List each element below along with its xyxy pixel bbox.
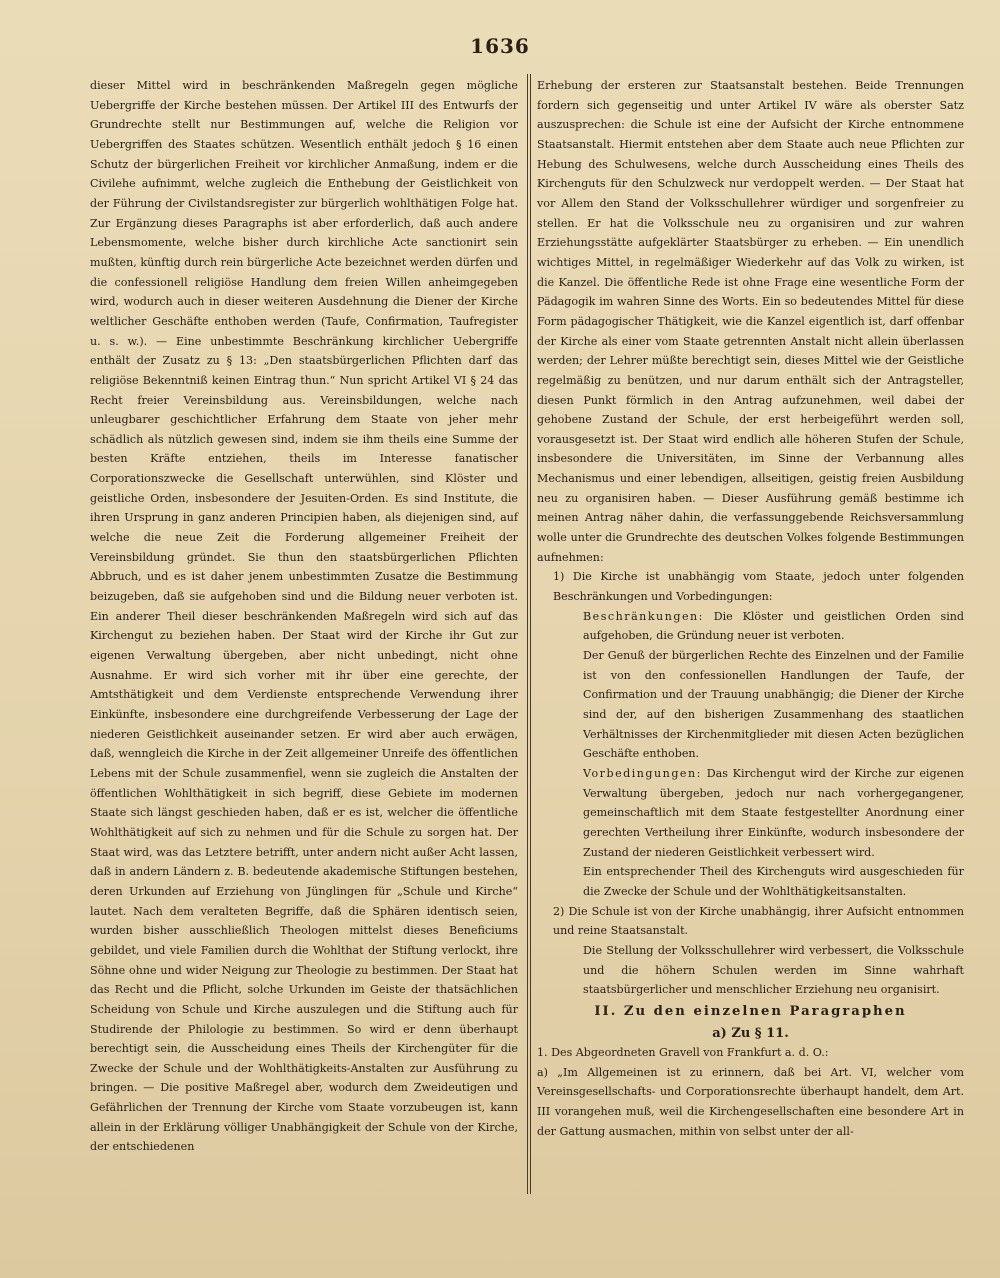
preconditions-block: [537, 764, 964, 862]
preconditions-label: Vorbedingungen:: [583, 766, 702, 780]
restrictions-text-2: Der Genuß der bürgerlichen Rechte des Einzelnen und der Familie ist von den confessionellen Handlungen der Taufe, der Confirmation und der Trauung unabhängig; die Diener der Kirche sind der, auf den bisherigen Zusammenhang des staatlichen Verhältnisses der Kirchenmitglieder mit diesen Acten bezüglichen Geschäfte enthoben.: [583, 649, 964, 761]
deputy-line: 1. Des Abgeordneten Gravell von Frankfurt a. d. O.:: [537, 1046, 829, 1060]
preconditions-text-2: Ein entsprechender Theil des Kirchenguts wird ausgeschieden für die Zwecke der Schule und der Wohlthätigkeitsanstalten.: [583, 865, 964, 898]
item-2: 2) Die Schule ist von der Kirche unabhängig, ihrer Aufsicht entnommen und reine Staatsanstalt.: [553, 904, 964, 938]
restrictions-text: Die Klöster und geistlichen Orden sind aufgehoben, die Gründung neuer ist verboten.: [583, 609, 964, 643]
left-column: [90, 76, 518, 1157]
column-divider: [527, 74, 531, 1194]
right-column: [537, 76, 964, 1141]
left-column-text: dieser Mittel wird in beschränkenden Maßregeln gegen mögliche Uebergriffe der Kirche bestehen müssen. Der Artikel III des Entwurfs der Grundrechte stellt nur Bestimmungen auf, welche die Religion vor Uebergriffen des Staates schützen. Wesentlich enthält jedoch § 16 einen Schutz der bürgerlichen Freiheit vor kirchlicher Anmaßung, indem er die Civilehe aufnimmt, welche zugleich die Enthebung der Geistlichkeit von der Führung der Civilstandsregister zur bürgerlich wohlthätigen Folge hat. Zur Ergänzung dieses Paragraphs ist aber erforderlich, daß auch andere Lebensmomente, welche bisher durch kirchliche Acte sanctionirt sein mußten, künftig durch rein bürgerliche Acte bezeichnet werden dürfen und die confessionell religiöse Handlung dem freien Willen anheimgegeben wird, wodurch auch in dieser weiteren Ausdehnung die Diener der Kirche weltlicher Geschäfte enthoben werden (Taufe, Confirmation, Taufregister u. s. w.). — Eine unbestimmte Beschränkung kirchlicher Uebergriffe enthält der Zusatz zu § 13: „Den staatsbürgerlichen Pflichten darf das religiöse Bekenntniß keinen Eintrag thun.“ Nun spricht Artikel VI § 24 das Recht freier Vereinsbildung aus. Vereinsbildungen, welche nach unleugbarer geschichtlicher Erfahrung dem Staate von jeher mehr schädlich als nützlich gewesen sind, indem sie ihm theils eine Summe der besten Kräfte entziehen, theils im Interesse fanatischer Corporationszwecke die Gesellschaft unterwühlen, sind Klöster und geistliche Orden, insbesondere der Jesuiten-Orden. Es sind Institute, die ihren Ursprung in ganz anderen Principien haben, als diejenigen sind, auf welche die neue Zeit die Forderung allgemeiner Freiheit der Vereinsbildung gründet. Sie thun den staatsbürgerlichen Pflichten Abbruch, und es ist daher jenem unbestimmten Zusatze die Bestimmung beizugeben, daß sie aufgehoben sind und die Bildung neuer verboten ist. Ein anderer Theil dieser beschränkenden Maßregeln wird sich auf das Kirchengut zu beziehen haben. Der Staat wird der Kirche ihr Gut zur eigenen Verwaltung übergeben, aber nicht unbedingt, nicht ohne Ausnahme. Er wird sich vorher mit ihr über eine gerechte, der Amtsthätigkeit und dem Verdienste entsprechende Verwendung ihrer Einkünfte, insbesondere eine durchgreifende Verbesserung der Lage der niederen Geistlichkeit auseinander setzen. Er wird aber auch erwägen, daß, wenngleich die Kirche in der Zeit allgemeiner Unreife des öffentlichen Lebens mit der Schule zusammenfiel, wenn sie zugleich die Anstalten der öffentlichen Wohlthätigkeit in sich begriff, diese Gebiete im modernen Staate sich längst geschieden haben, daß er es ist, welcher die öffentliche Wohlthätigkeit auf sich zu nehmen und für die Schule zu sorgen hat. Der Staat wird, was das Letztere betrifft, unter andern nicht außer Acht lassen, daß in andern Ländern z. B. bedeutende akademische Stiftungen bestehen, deren Urkunden auf Erziehung von Jünglingen für „Schule und Kirche“ lautet. Nach dem veralteten Begriffe, daß die Sphären identisch seien, wurden bisher ausschließlich Theologen mittelst dieses Beneficiums gebildet, und viele Familien durch die Wohlthat der Stiftung verlockt, ihre Söhne ohne und wider Neigung zur Theologie zu bestimmen. Der Staat hat das Recht und die Pflicht, solche Urkunden im Geiste der thatsächlichen Scheidung von Schule und Kirche auszulegen und die Stiftung auch für Studirende der Philologie zu bestimmen. So wird er denn überhaupt berechtigt sein, die Ausscheidung eines Theils der Kirchengüter für die Zwecke der Schule und der Wohlthätigkeits-Anstalten zur Ausführung zu bringen. — Die positive Maßregel aber, wodurch dem Zweideutigen und Gefährlichen der Trennung der Kirche vom Staate vorzubeugen ist, kann allein in der Erklärung völliger Unabhängigkeit der Schule von der Kirche, der entschiedenen: [90, 79, 518, 1154]
preconditions-text: Das Kirchengut wird der Kirche zur eigenen Verwaltung übergeben, jedoch nur nach vorhergegangener, gemeinschaftlich mit dem Staate festgestellter Anordnung einer gerechten Vertheilung ihrer Einkünfte, wodurch insbesondere der Zustand der niederen Geistlichkeit verbessert wird.: [583, 766, 964, 859]
item-2-text: Die Stellung der Volksschullehrer wird verbessert, die Volksschule und die höhern Schulen werden im Sinne wahrhaft staatsbürgerlicher und menschlicher Erziehung neu organisirt.: [583, 943, 964, 997]
restrictions-label: Beschränkungen:: [583, 609, 704, 623]
section-heading: II. Zu den einzelnen Paragraphen: [594, 1003, 907, 1019]
restrictions-block: [537, 607, 964, 646]
quote-text: a) „Im Allgemeinen ist zu erinnern, daß bei Art. VI, welcher vom Vereinsgesellschafts- und Corporationsrechte überhaupt handelt, dem Art. III vorangehen muß, weil die Kirchengesellschaften eine besondere Art in der Gattung ausmachen, mithin von selbst unter der all-: [537, 1065, 964, 1138]
sub-heading: a) Zu § 11.: [712, 1025, 789, 1041]
page-number: 1636: [470, 34, 530, 58]
item-1-intro: 1) Die Kirche ist unabhängig vom Staate, jedoch unter folgenden Beschränkungen und Vorbedingungen:: [553, 570, 964, 604]
right-column-intro: Erhebung der ersteren zur Staatsanstalt bestehen. Beide Trennungen fordern sich gegenseitig und unter Artikel IV wäre als oberster Satz auszusprechen: die Schule ist eine der Aufsicht der Kirche entnommene Staatsanstalt. Hiermit entstehen aber dem Staate auch neue Pflichten zur Hebung des Schulwesens, welche durch Ausscheidung eines Theils des Kirchenguts für den Schulzweck nur verdoppelt werden. — Der Staat hat vor Allem den Stand der Volksschullehrer würdiger und sorgenfreier zu stellen. Er hat die Volksschule neu zu organisiren und zur wahren Erziehungsstätte aufgeklärter Staatsbürger zu erheben. — Ein unendlich wichtiges Mittel, in regelmäßiger Wiederkehr auf das Volk zu wirken, ist die Kanzel. Die öffentliche Rede ist ohne Frage eine wesentliche Form der Pädagogik im wahren Sinne des Worts. Ein so bedeutendes Mittel für diese Form pädagogischer Thätigkeit, wie die Kanzel eigentlich ist, darf offenbar der Kirche als einer vom Staate getrennten Anstalt nicht allein überlassen werden; der Lehrer müßte berechtigt sein, dieses Mittel wie der Geistliche regelmäßig zu benützen, und nur darum enthält sich der Antragsteller, diesen Punkt förmlich in den Antrag aufzunehmen, weil dabei der gehobene Zustand der Schule, der erst herbeigeführt werden soll, vorausgesetzt ist. Der Staat wird endlich alle höheren Stufen der Schule, insbesondere die Universitäten, im Sinne der Verbannung alles Mechanismus und einer lebendigen, allseitigen, geistig freien Ausbildung neu zu organisiren haben. — Dieser Ausführung gemäß bestimme ich meinen Antrag näher dahin, die verfassunggebende Reichsversammlung wolle unter die Grundrechte des deutschen Volkes folgende Bestimmungen aufnehmen:: [537, 79, 964, 564]
